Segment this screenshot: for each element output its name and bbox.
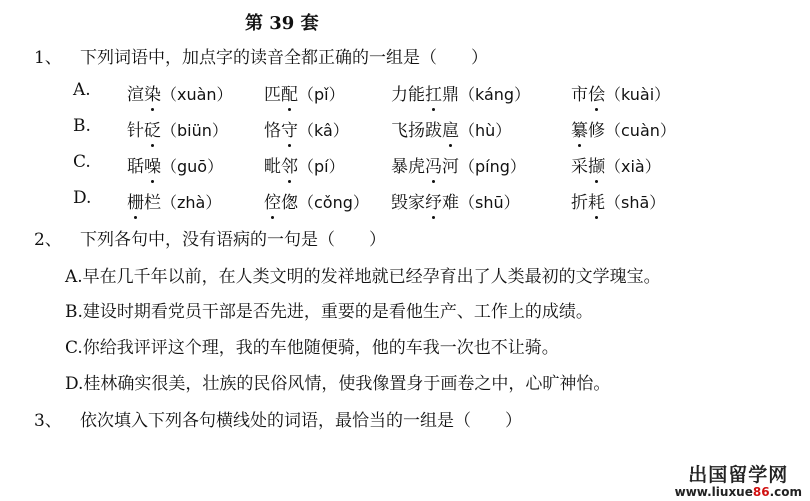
emphasized-character: 纾 [425, 188, 442, 213]
emphasized-character: 耗 [588, 188, 605, 213]
sentence-option-d: D.桂林确实很美，壮族的民俗风情，使我像置身于画卷之中，心旷神怡。 [65, 374, 611, 394]
word-text: 河 [442, 157, 459, 177]
emphasized-character: 倥 [264, 188, 281, 213]
option-word [264, 116, 349, 141]
watermark-url: www.liuxue86.com [674, 485, 802, 500]
pinyin-reading: （biün） [161, 121, 228, 140]
word-text: 采 [571, 157, 588, 177]
pinyin-reading: （hù） [459, 121, 512, 140]
emphasized-character: 扛 [425, 80, 442, 105]
emphasized-character: 栅 [127, 188, 144, 213]
pinyin-reading: （cuàn） [605, 121, 676, 140]
option-letter: B. [73, 116, 91, 136]
option-word [264, 188, 369, 213]
question-text: 依次填入下列各句横线处的词语，最恰当的一组是（ ） [80, 411, 522, 431]
option-letter: A. [73, 80, 91, 100]
emphasized-character: 冯 [425, 152, 442, 177]
option-word [571, 152, 661, 177]
pinyin-reading: （pǐ） [298, 85, 345, 104]
pinyin-reading: （xuàn） [161, 85, 233, 104]
emphasized-character: 染 [144, 80, 161, 105]
word-text: 力能 [391, 85, 425, 105]
pinyin-reading: （guō） [161, 157, 224, 176]
pinyin-reading: （shū） [459, 193, 520, 212]
word-text: 鼎 [442, 85, 459, 105]
emphasized-character: 扈 [442, 116, 459, 141]
question-number: 1、 [34, 48, 62, 68]
option-word [571, 116, 676, 141]
option-letter: D. [73, 188, 92, 208]
option-word [264, 152, 345, 177]
emphasized-character: 配 [281, 80, 298, 105]
question-number: 3、 [34, 411, 62, 431]
emphasized-character: 邻 [281, 152, 298, 177]
sentence-option-b: B.建设时期看党员干部是否先进，重要的是看他生产、工作上的成绩。 [65, 302, 593, 322]
emphasized-character: 撷 [588, 152, 605, 177]
word-text: 毗 [264, 157, 281, 177]
option-word [391, 80, 530, 105]
word-text: 折 [571, 193, 588, 213]
pinyin-reading: （kuài） [605, 85, 671, 104]
word-text: 渲 [127, 85, 144, 105]
pinyin-reading: （píng） [459, 157, 526, 176]
emphasized-character: 砭 [144, 116, 161, 141]
question-text: 下列词语中，加点字的读音全都正确的一组是（ ） [80, 48, 488, 68]
option-word [391, 116, 511, 141]
question-text: 下列各句中，没有语病的一句是（ ） [80, 230, 386, 250]
pinyin-reading: （kâ） [298, 121, 349, 140]
word-text: 针 [127, 121, 144, 141]
option-word [127, 116, 228, 141]
sentence-option-a: A.早在几千年以前，在人类文明的发祥地就已经孕育出了人类最初的文学瑰宝。 [65, 267, 661, 287]
word-text: 难 [442, 193, 459, 213]
question-number: 2、 [34, 230, 62, 250]
emphasized-character: 侩 [588, 80, 605, 105]
word-text: 市 [571, 85, 588, 105]
option-word [571, 80, 670, 105]
word-text: 飞扬跋 [391, 121, 442, 141]
option-word [127, 80, 233, 105]
pinyin-reading: （xià） [605, 157, 661, 176]
word-text: 修 [588, 121, 605, 141]
pinyin-reading: （káng） [459, 85, 531, 104]
pinyin-reading: （cǒng） [298, 193, 369, 212]
word-text: 栏 [144, 193, 161, 213]
watermark-name: 出国留学网 [688, 464, 789, 487]
sentence-option-c: C.你给我评评这个理，我的车他随便骑，他的车我一次也不让骑。 [65, 338, 559, 358]
pinyin-reading: （pí） [298, 157, 345, 176]
word-text: 恪 [264, 121, 281, 141]
emphasized-character: 守 [281, 116, 298, 141]
option-letter: C. [73, 152, 91, 172]
word-text: 暴虎 [391, 157, 425, 177]
word-text: 匹 [264, 85, 281, 105]
option-word [127, 188, 221, 213]
word-text: 偬 [281, 193, 298, 213]
pinyin-reading: （shā） [605, 193, 666, 212]
option-word [391, 152, 526, 177]
option-word [264, 80, 345, 105]
emphasized-character: 纂 [571, 116, 588, 141]
option-word [127, 152, 223, 177]
option-word [571, 188, 665, 213]
page-title: 第 39 套 [245, 13, 319, 34]
site-watermark-logo [675, 466, 802, 499]
emphasized-character: 噪 [144, 152, 161, 177]
word-text: 聒 [127, 157, 144, 177]
option-word [391, 188, 520, 213]
pinyin-reading: （zhà） [161, 193, 222, 212]
word-text: 毁家 [391, 193, 425, 213]
